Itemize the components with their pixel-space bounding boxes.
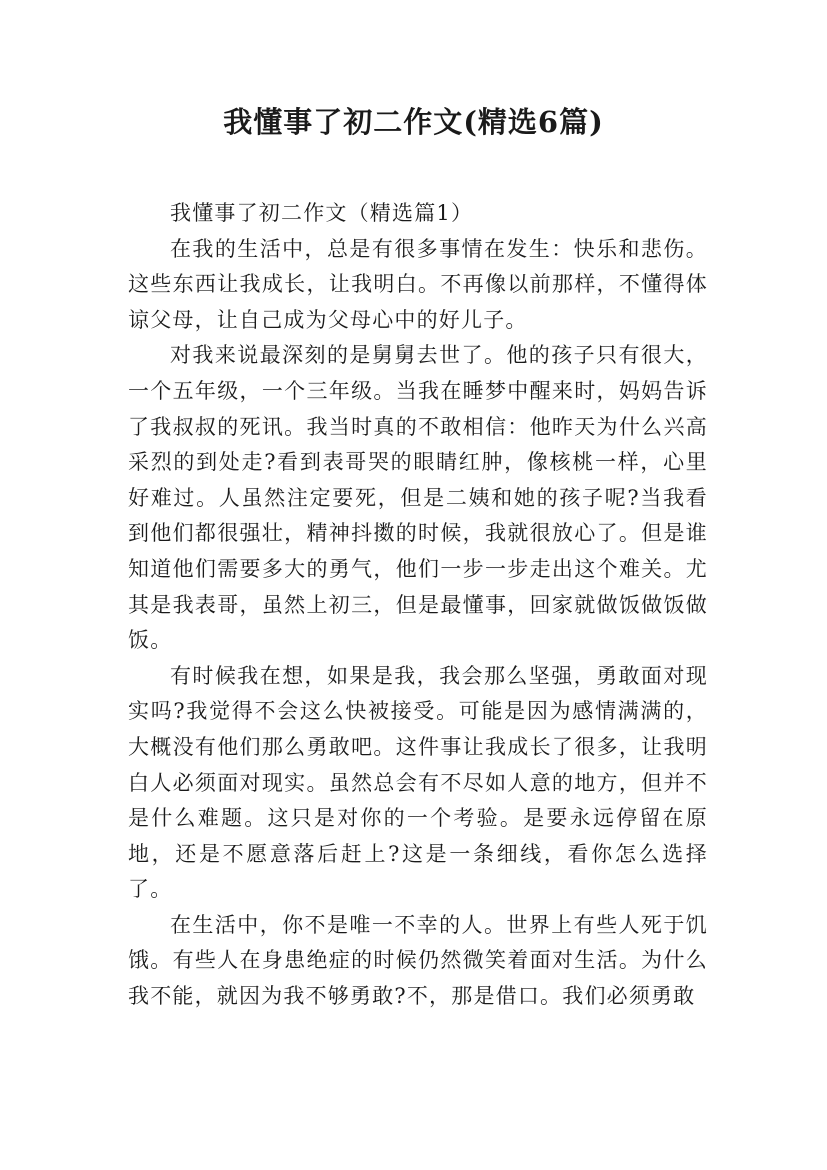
document-body [128,196,708,1015]
paragraph-2: 对我来说最深刻的是舅舅去世了。他的孩子只有很大，一个五年级，一个三年级。当我在睡梦中醒来时，妈妈告诉了我叔叔的死讯。我当时真的不敢相信：他昨天为什么兴高采烈的到处走?看到表哥哭的眼睛红肿，像核桃一样，心里好难过。人虽然注定要死，但是二姨和她的孩子呢?当我看到他们都很强壮，精神抖擞的时候，我就很放心了。但是谁知道他们需要多大的勇气，他们一步一步走出这个难关。尤其是我表哥，虽然上初三，但是最懂事，回家就做饭做饭做饭。 [128,343,708,653]
paragraph-4: 在生活中，你不是唯一不幸的人。世界上有些人死于饥饿。有些人在身患绝症的时候仍然微笑着面对生活。为什么我不能，就因为我不够勇敢?不，那是借口。我们必须勇敢 [128,912,708,1009]
section-heading: 我懂事了初二作文（精选篇1） [170,201,474,225]
document-title: 我懂事了初二作文(精选6篇) [223,105,604,139]
paragraph-3: 有时候我在想，如果是我，我会那么坚强，勇敢面对现实吗?我觉得不会这么快被接受。可能是因为感情满满的，大概没有他们那么勇敢吧。这件事让我成长了很多，让我明白人必须面对现实。虽然总会有不尽如人意的地方，但并不是什么难题。这只是对你的一个考验。是要永远停留在原地，还是不愿意落后赶上?这是一条细线，看你怎么选择了。 [128,663,708,902]
paragraph-1: 在我的生活中，总是有很多事情在发生：快乐和悲伤。这些东西让我成长，让我明白。不再像以前那样，不懂得体谅父母，让自己成为父母心中的好儿子。 [128,236,708,332]
